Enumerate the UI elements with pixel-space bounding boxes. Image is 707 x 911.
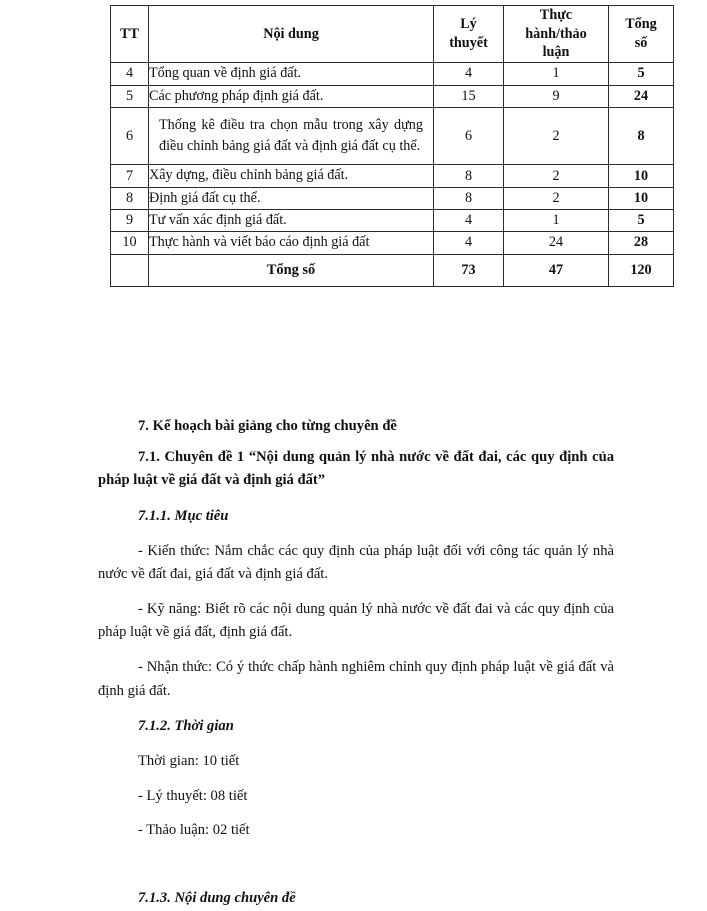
cell-thuc-hanh: 1 xyxy=(504,63,609,85)
column-header-ly-thuyet-line1: Lý xyxy=(460,16,477,33)
cell-tt: 5 xyxy=(111,85,149,107)
column-header-thuc-hanh-line3: luận xyxy=(542,44,570,61)
cell-ly-thuyet: 8 xyxy=(434,187,504,209)
cell-tt-empty xyxy=(111,254,149,286)
cell-ly-thuyet: 4 xyxy=(434,209,504,231)
cell-ly-thuyet: 15 xyxy=(434,85,504,107)
table-row xyxy=(111,165,674,187)
cell-noi-dung: Tư vấn xác định giá đất. xyxy=(149,209,434,231)
cell-tong-so: 5 xyxy=(609,209,674,231)
lesson-plan-table-container xyxy=(110,5,673,287)
cell-noi-dung: Thực hành và viết báo cáo định giá đất xyxy=(149,232,434,254)
paragraph-ky-nang: - Kỹ năng: Biết rõ các nội dung quản lý nhà nước về đất đai và các quy định của pháp luật về giá đất, định giá đất. xyxy=(98,600,614,641)
heading-section-7-1-2: 7.1.2. Thời gian xyxy=(138,718,234,735)
cell-tt: 4 xyxy=(111,63,149,85)
cell-ly-thuyet: 6 xyxy=(434,107,504,165)
column-header-tt: TT xyxy=(111,6,149,63)
table-row xyxy=(111,107,674,165)
line-ly-thuyet: - Lý thuyết: 08 tiết xyxy=(138,787,248,804)
cell-tong-so: 10 xyxy=(609,187,674,209)
cell-tong-so: 10 xyxy=(609,165,674,187)
table-row xyxy=(111,209,674,231)
heading-section-7-1-3: 7.1.3. Nội dung chuyên đề xyxy=(138,889,296,906)
paragraph-kien-thuc: - Kiến thức: Nắm chắc các quy định của pháp luật đối với công tác quản lý nhà nước về đất đai, giá đất và định giá đất. xyxy=(98,542,614,583)
table-row xyxy=(111,85,674,107)
cell-total-tong-so: 120 xyxy=(609,254,674,286)
cell-noi-dung: Tổng quan về định giá đất. xyxy=(149,63,434,85)
cell-noi-dung: Định giá đất cụ thể. xyxy=(149,187,434,209)
column-header-tong-so xyxy=(609,6,674,63)
heading-section-7-1: 7.1. Chuyên đề 1 “Nội dung quản lý nhà nước về đất đai, các quy định của pháp luật về giá đất và định giá đất” xyxy=(98,448,614,489)
cell-total-label: Tổng số xyxy=(149,254,434,286)
cell-thuc-hanh: 9 xyxy=(504,85,609,107)
cell-thuc-hanh: 2 xyxy=(504,107,609,165)
column-header-ly-thuyet xyxy=(434,6,504,63)
cell-tong-so: 5 xyxy=(609,63,674,85)
cell-thuc-hanh: 24 xyxy=(504,232,609,254)
table-header-row xyxy=(111,6,674,63)
heading-section-7: 7. Kế hoạch bài giảng cho từng chuyên đề xyxy=(138,418,397,434)
line-thoi-gian: Thời gian: 10 tiết xyxy=(138,753,240,770)
cell-noi-dung: Các phương pháp định giá đất. xyxy=(149,85,434,107)
cell-ly-thuyet: 8 xyxy=(434,165,504,187)
heading-section-7-1-1: 7.1.1. Mục tiêu xyxy=(138,507,229,524)
cell-noi-dung: Xây dựng, điều chỉnh bảng giá đất. xyxy=(149,165,434,187)
table-row xyxy=(111,187,674,209)
cell-total-thuc-hanh: 47 xyxy=(504,254,609,286)
column-header-thuc-hanh-line1: Thực xyxy=(539,7,573,23)
table-row xyxy=(111,63,674,85)
cell-total-ly-thuyet: 73 xyxy=(434,254,504,286)
cell-tt: 7 xyxy=(111,165,149,187)
table-row xyxy=(111,232,674,254)
cell-tt: 10 xyxy=(111,232,149,254)
cell-ly-thuyet: 4 xyxy=(434,63,504,85)
cell-tt: 9 xyxy=(111,209,149,231)
line-thao-luan: - Thảo luận: 02 tiết xyxy=(138,822,250,839)
cell-thuc-hanh: 2 xyxy=(504,187,609,209)
column-header-thuc-hanh-line2: hành/thảo xyxy=(525,25,587,42)
table-total-row xyxy=(111,254,674,286)
paragraph-nhan-thuc: - Nhận thức: Có ý thức chấp hành nghiêm chỉnh quy định pháp luật về giá đất và định giá đất. xyxy=(98,659,614,699)
column-header-ly-thuyet-line2: thuyết xyxy=(449,35,488,52)
cell-thuc-hanh: 1 xyxy=(504,209,609,231)
cell-tong-so: 28 xyxy=(609,232,674,254)
lesson-plan-table xyxy=(110,5,674,287)
cell-ly-thuyet: 4 xyxy=(434,232,504,254)
cell-tt: 6 xyxy=(111,107,149,165)
column-header-thuc-hanh-thao-luan xyxy=(504,6,609,63)
cell-noi-dung: Thống kê điều tra chọn mẫu trong xây dựng điều chỉnh bảng giá đất và định giá đất cụ thể. xyxy=(149,107,434,165)
cell-tong-so: 8 xyxy=(609,107,674,165)
cell-tt: 8 xyxy=(111,187,149,209)
column-header-noi-dung: Nội dung xyxy=(149,6,434,63)
cell-tong-so: 24 xyxy=(609,85,674,107)
document-body xyxy=(98,408,614,911)
column-header-tong-so-line1: Tổng xyxy=(625,16,657,33)
cell-thuc-hanh: 2 xyxy=(504,165,609,187)
column-header-tong-so-line2: số xyxy=(634,35,648,52)
